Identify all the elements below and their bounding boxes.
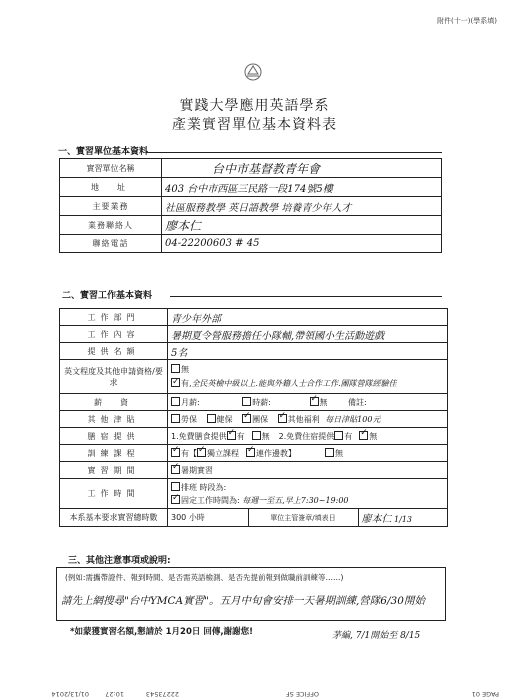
form-title: 實踐大學應用英語學系 xyxy=(179,98,330,114)
meal-yes-text: 有 xyxy=(236,431,245,441)
table-row xyxy=(60,462,448,479)
health-insurance-option[interactable] xyxy=(207,415,233,424)
hours-cell xyxy=(168,479,448,509)
salary-hourly-option[interactable] xyxy=(242,398,271,407)
table-row xyxy=(60,235,442,253)
other-benefit-value: 每日津貼100元 xyxy=(325,414,381,424)
training-label: 訓練課程 xyxy=(60,445,168,462)
org-name-label: 實習單位名稱 xyxy=(60,159,162,178)
english-label: 英文程度及其他申請資格/要求 xyxy=(60,360,168,394)
notes-box xyxy=(56,567,446,621)
room-question: 2.免費住宿提供 xyxy=(278,431,335,441)
training-none-text: 無 xyxy=(335,448,343,458)
period-value: 暑期實習 xyxy=(181,465,213,475)
english-has-option[interactable] xyxy=(171,377,444,391)
checkbox-icon[interactable] xyxy=(171,364,180,373)
shift-text: 排班 時段為: xyxy=(181,482,227,492)
checkbox-icon[interactable] xyxy=(325,448,334,457)
training-has-text: 有【 xyxy=(181,448,197,458)
salary-remarks-label: 備註: xyxy=(348,397,367,407)
table-row xyxy=(60,394,448,411)
allowance-cell xyxy=(168,411,448,428)
handwritten-signoff: 茅編, 7/1開始至 8/15 xyxy=(332,631,421,641)
dept-label: 工作部門 xyxy=(60,309,168,326)
labor-insurance-text: 勞保 xyxy=(181,414,197,424)
salary-none-option[interactable] xyxy=(310,398,328,407)
salary-monthly-text: 月薪: xyxy=(181,397,200,407)
table-row xyxy=(60,445,448,462)
supervisor-signature: 廖本仁 xyxy=(361,514,392,525)
labor-insurance-option[interactable] xyxy=(171,415,197,424)
table-row xyxy=(60,343,448,360)
period-cell xyxy=(168,462,448,479)
checkbox-icon[interactable] xyxy=(252,431,261,440)
table-row xyxy=(60,326,448,343)
annex-label: 附件(十一)(學系填) xyxy=(437,17,497,25)
contact-person-label: 業務聯絡人 xyxy=(60,216,162,235)
fixed-hours-text: 固定工作時間為: xyxy=(181,495,240,505)
training-close-text: 】 xyxy=(288,448,296,458)
content-label: 工作內容 xyxy=(60,326,168,343)
english-has-text: 有, xyxy=(181,378,192,388)
training-cell xyxy=(168,445,448,462)
table-row xyxy=(60,159,442,178)
phone-label: 聯絡電話 xyxy=(60,235,162,253)
total-hours-value: 300 小時 xyxy=(168,509,248,526)
group-insurance-text: 團保 xyxy=(252,414,269,424)
section2-rule xyxy=(170,296,442,297)
checkbox-checked-icon[interactable] xyxy=(171,448,180,457)
table-row xyxy=(60,411,448,428)
english-cell xyxy=(168,360,448,394)
section1-rule xyxy=(146,152,442,153)
checkbox-checked-icon[interactable] xyxy=(171,378,180,387)
table-row xyxy=(60,509,448,527)
fax-office: OFFICE SF xyxy=(285,690,319,698)
salary-cell xyxy=(168,394,448,411)
table-row xyxy=(60,178,442,197)
fax-number: 22273543 xyxy=(145,690,179,698)
checkbox-checked-icon[interactable] xyxy=(278,414,287,423)
checkbox-icon[interactable] xyxy=(207,414,216,423)
section1-heading: 一、實習單位基本資料 xyxy=(58,147,149,157)
fixed-hours-option[interactable] xyxy=(171,494,444,507)
deadline-note: *如蒙獲實習名額,懇請於 1月20日 回傳,謝謝您! xyxy=(70,627,253,637)
table-row xyxy=(60,197,442,216)
signature-cell xyxy=(358,509,448,526)
fixed-hours-value: 每週一至五,早上7:30~19:00 xyxy=(242,495,349,505)
checkbox-checked-icon[interactable] xyxy=(246,448,255,457)
period-label: 實習期間 xyxy=(60,462,168,479)
checkbox-checked-icon[interactable] xyxy=(227,431,236,440)
health-insurance-text: 健保 xyxy=(216,414,233,424)
english-none-text: 無 xyxy=(181,364,189,374)
english-none-option[interactable] xyxy=(171,363,444,377)
checkbox-icon[interactable] xyxy=(171,397,180,406)
shift-option[interactable] xyxy=(171,481,444,494)
table-row xyxy=(60,428,448,445)
table-row xyxy=(60,309,448,326)
sign-subtable xyxy=(168,509,448,526)
room-yes-text: 有 xyxy=(344,431,353,441)
quota-label: 提供名額 xyxy=(60,343,168,360)
sign-date: 1/13 xyxy=(394,515,413,524)
checkbox-checked-icon[interactable] xyxy=(242,414,251,423)
contact-person-value: 廖本仁 xyxy=(162,216,442,235)
english-detail: 全民英檢中級以上.能與外籍人士合作工作.團隊營隊經驗佳 xyxy=(191,378,397,388)
table-row xyxy=(60,360,448,394)
allowance-label: 其他津貼 xyxy=(60,411,168,428)
checkbox-checked-icon[interactable] xyxy=(171,465,180,474)
content-value: 暑期夏令營服務擔任小隊輔,帶領國小生活動遊戲 xyxy=(168,326,448,343)
training-link-text: 連作邊教 xyxy=(256,448,288,458)
section1-table xyxy=(59,158,442,253)
section2-table xyxy=(59,308,448,527)
checkbox-checked-icon[interactable] xyxy=(197,448,206,457)
main-business-value: 社區服務教學 英日語教學 培養青少年人才 xyxy=(162,197,442,216)
dept-value: 青少年外部 xyxy=(168,309,448,326)
other-benefit-text: 其他福利 xyxy=(287,414,320,424)
address-value: 403 台中市西區三民路一段174號5樓 xyxy=(162,178,442,197)
fax-date: 01/13/2014 xyxy=(51,690,89,698)
form-subtitle: 產業實習單位基本資料表 xyxy=(172,117,337,133)
notes-example: (例如:需攜帶證件、報到時間、是否需英語檢測、是否先提前報到做職前訓練等……) xyxy=(65,573,344,582)
university-logo xyxy=(243,62,263,82)
quota-value: 5名 xyxy=(168,343,448,360)
org-name-value: 台中市基督教青年會 xyxy=(162,159,442,178)
meal-no-text: 無 xyxy=(261,431,270,441)
notes-handwritten: 請先上網搜尋"台中YMCA實習"。五月中旬會安排一天暑期訓練,營隊6/30開始 xyxy=(61,595,425,607)
table-row xyxy=(60,216,442,235)
sign-cell xyxy=(168,509,448,527)
phone-value: 04-22200603 # 45 xyxy=(162,235,442,253)
group-insurance-option[interactable] xyxy=(242,415,268,424)
meals-cell xyxy=(168,428,448,445)
fax-time: 10:27 xyxy=(105,690,124,698)
section2-heading: 二、實習工作基本資料 xyxy=(62,291,153,301)
checkbox-checked-icon[interactable] xyxy=(171,495,180,504)
fax-footer xyxy=(0,687,509,700)
checkbox-icon[interactable] xyxy=(334,431,343,440)
section3-heading: 三、其他注意事項或說明: xyxy=(68,556,171,566)
meal-question: 1.免費膳食提供 xyxy=(171,431,227,441)
training-indep-text: 獨立課程 xyxy=(207,448,239,458)
checkbox-icon[interactable] xyxy=(171,414,180,423)
total-hours-label: 本系基本要求實習總時數 xyxy=(60,509,168,527)
hours-label: 工作時間 xyxy=(60,479,168,509)
room-no-text: 無 xyxy=(369,431,378,441)
address-label: 地 址 xyxy=(60,178,162,197)
meals-label: 膳宿提供 xyxy=(60,428,168,445)
checkbox-checked-icon[interactable] xyxy=(359,431,368,440)
supervisor-sign-label: 單位主管簽章/填表日 xyxy=(248,509,358,526)
salary-label: 薪 資 xyxy=(60,394,168,411)
fax-page: PAGE 01 xyxy=(471,690,499,698)
salary-monthly-option[interactable] xyxy=(171,398,200,407)
checkbox-icon[interactable] xyxy=(171,482,180,491)
salary-hourly-text: 時薪: xyxy=(252,397,271,407)
checkbox-checked-icon[interactable] xyxy=(310,397,319,406)
salary-none-text: 無 xyxy=(319,397,328,407)
table-row xyxy=(60,479,448,509)
main-business-label: 主要業務 xyxy=(60,197,162,216)
checkbox-icon[interactable] xyxy=(242,397,251,406)
other-benefit-option[interactable] xyxy=(278,415,320,424)
